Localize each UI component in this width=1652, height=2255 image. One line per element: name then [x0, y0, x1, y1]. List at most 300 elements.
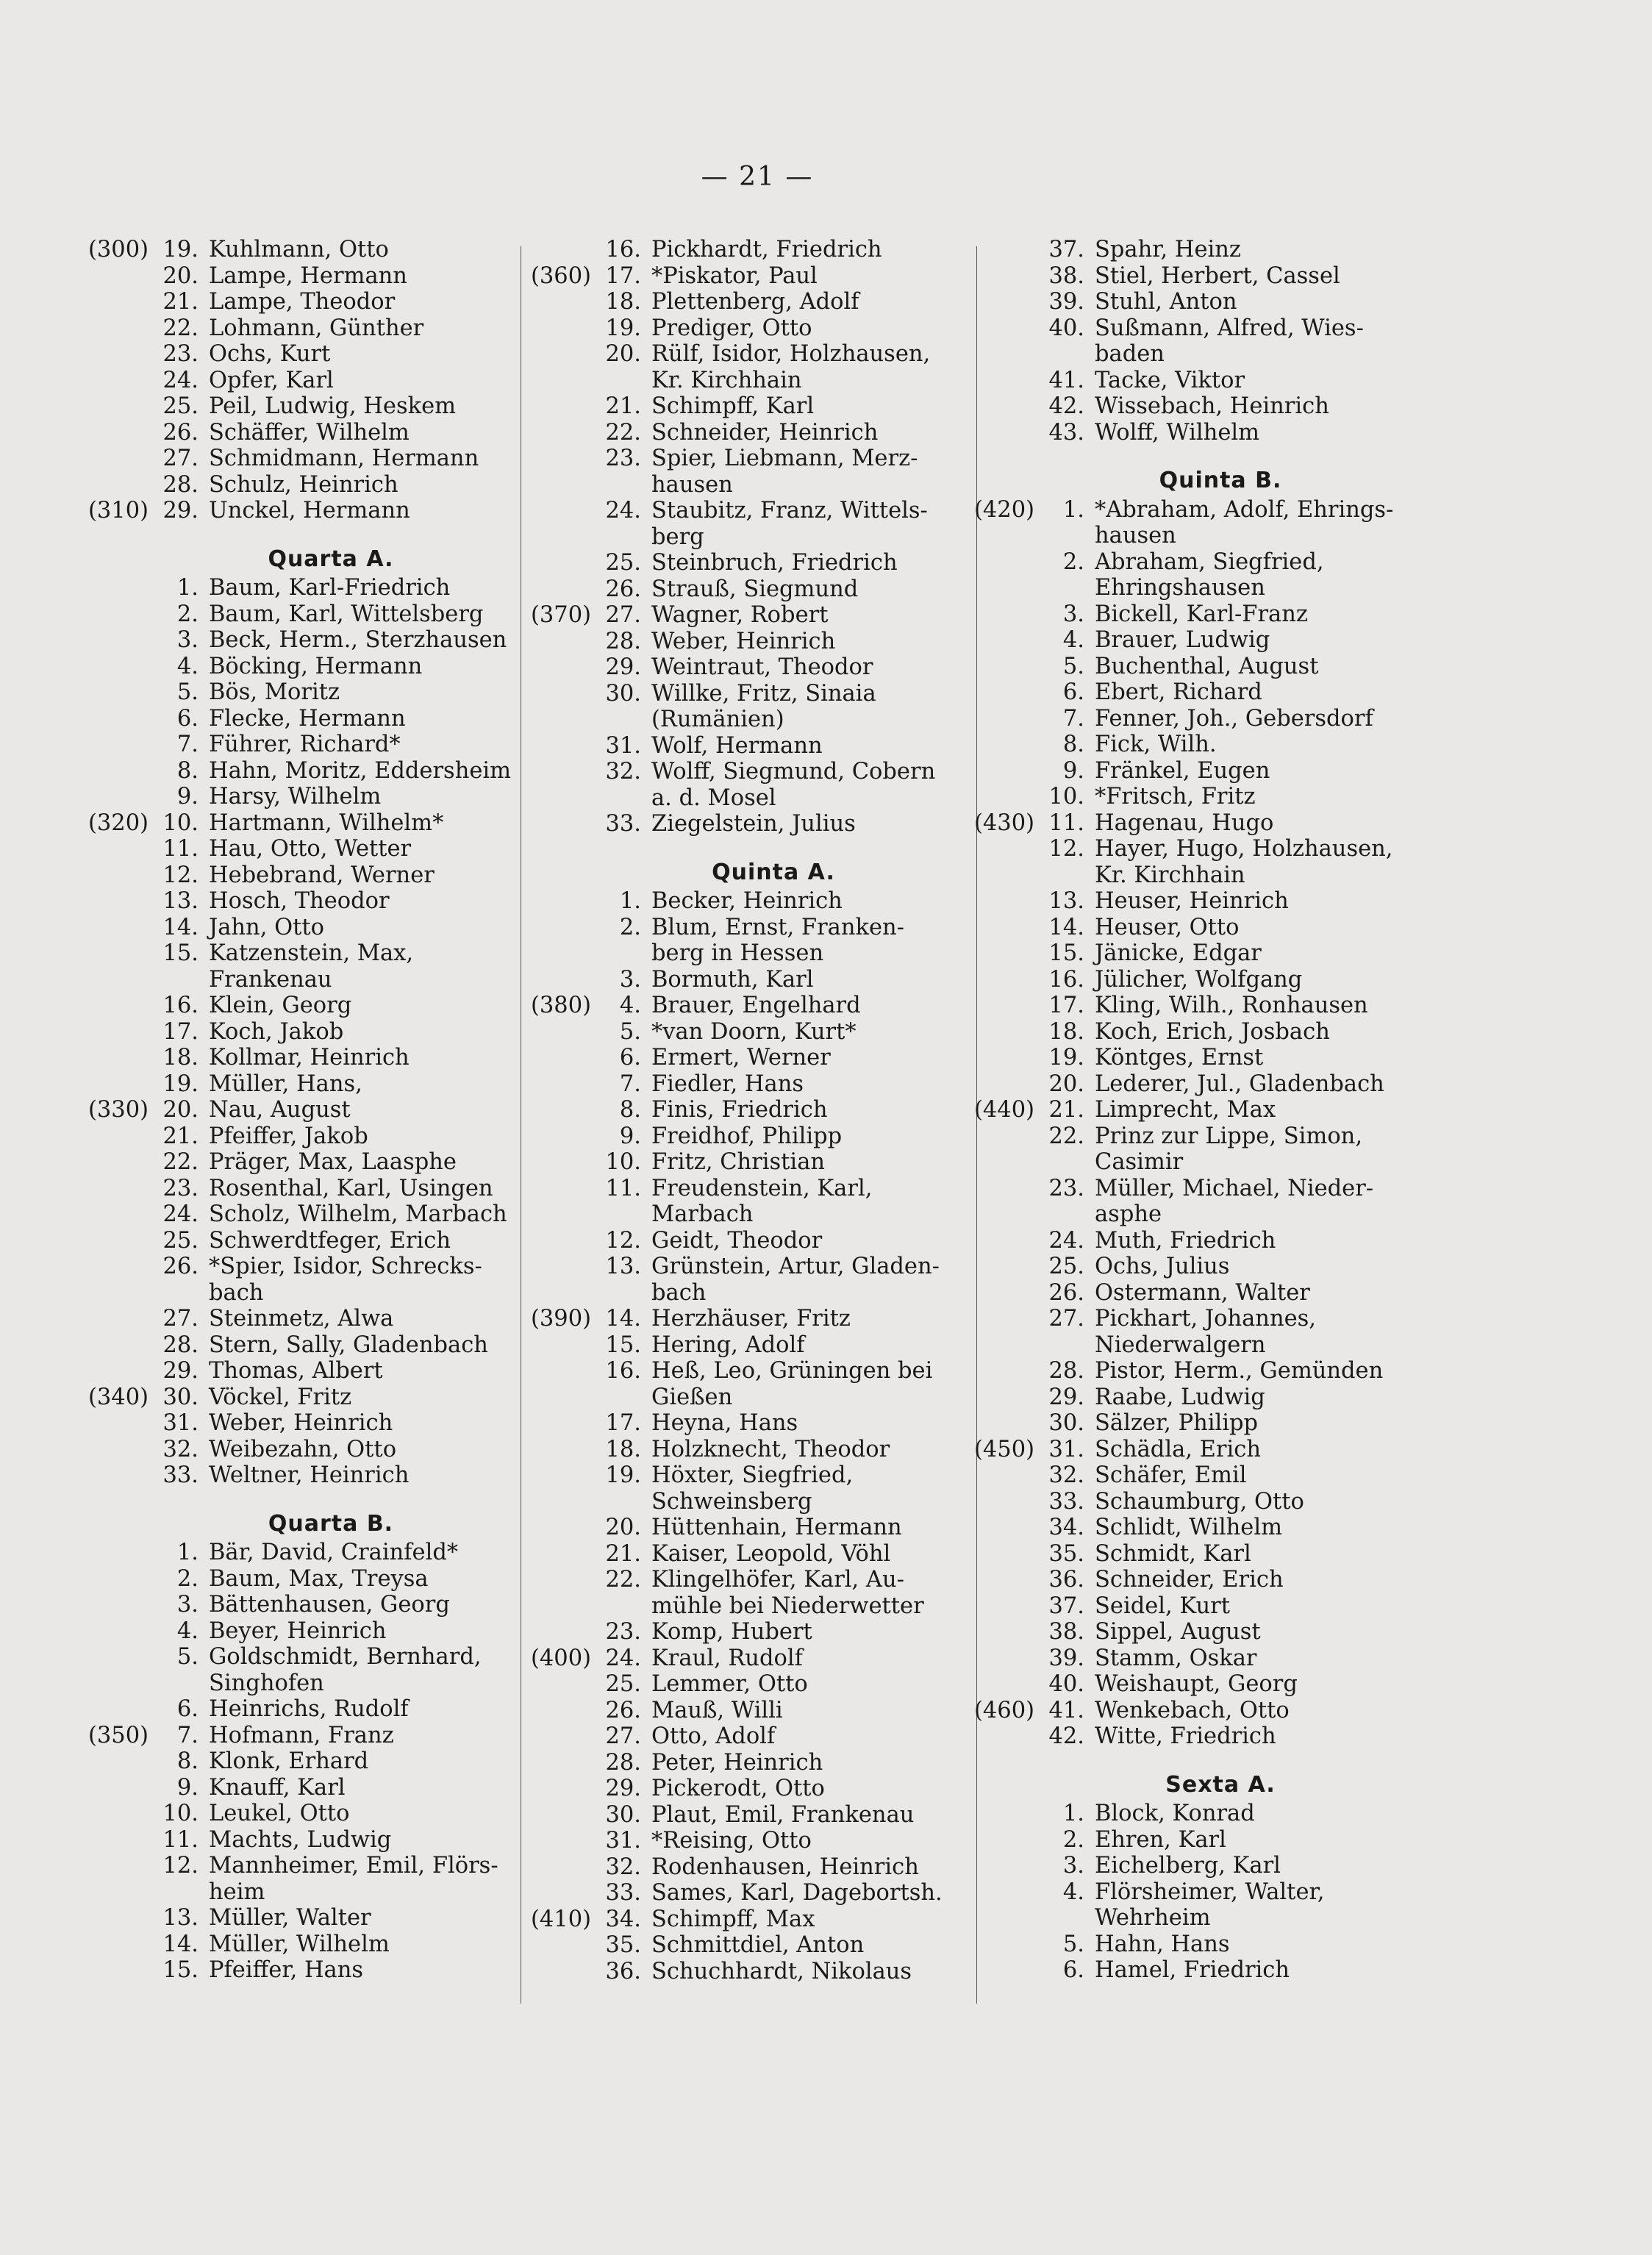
student-name: Stamm, Oskar: [1095, 1645, 1257, 1671]
entry-number: 40.: [1048, 315, 1084, 341]
student-name: Schulz, Heinrich: [209, 471, 398, 498]
student-name: Schmittdiel, Anton: [651, 1932, 865, 1958]
entry-number: 40.: [1048, 1671, 1084, 1697]
student-name: Sippel, August: [1095, 1619, 1261, 1645]
student-entry: [88, 1149, 522, 1176]
student-name: Prediger, Otto: [651, 315, 812, 341]
student-entry: [974, 1071, 1415, 1098]
entry-number: 6.: [176, 1696, 199, 1722]
entry-number: 33.: [162, 1462, 199, 1488]
entry-number: 20.: [162, 262, 199, 289]
running-count: (410): [531, 1906, 592, 1932]
student-name: Weintraut, Theodor: [651, 654, 873, 680]
student-name: Klonk, Erhard: [209, 1748, 369, 1774]
entry-number: 1.: [176, 575, 199, 601]
student-name: Sußmann, Alfred, Wies- baden: [1095, 315, 1364, 367]
entry-number: 14.: [605, 1306, 641, 1332]
student-entry: [531, 576, 965, 603]
entry-number: 21.: [605, 393, 641, 419]
student-name: Freudenstein, Karl, Marbach: [651, 1175, 873, 1227]
student-name: Schäffer, Wilhelm: [209, 419, 410, 446]
running-count: (440): [974, 1097, 1035, 1123]
student-name: Tacke, Viktor: [1095, 367, 1245, 393]
entry-number: 23.: [605, 1619, 641, 1645]
entry-number: 26.: [162, 419, 199, 446]
student-name: Lampe, Hermann: [209, 262, 407, 289]
entry-number: 26.: [605, 576, 641, 602]
student-entry: [88, 420, 522, 446]
entry-number: 26.: [162, 1254, 199, 1279]
student-entry: [974, 1827, 1415, 1854]
student-entry: [531, 1880, 965, 1906]
student-entry: [974, 1801, 1415, 1827]
student-name: Hagenau, Hugo: [1095, 810, 1274, 836]
entry-number: 7.: [176, 1722, 199, 1748]
student-name: Koch, Erich, Josbach: [1095, 1018, 1330, 1045]
entry-number: 22.: [1048, 1123, 1084, 1149]
entry-number: 8.: [176, 1748, 199, 1774]
entry-number: 35.: [605, 1932, 641, 1958]
student-entry: [531, 1698, 965, 1724]
entry-number: 18.: [1048, 1018, 1084, 1045]
student-entry: [531, 733, 965, 760]
student-name: *Spier, Isidor, Schrecks- bach: [209, 1254, 482, 1306]
student-name: *Piskator, Paul: [651, 262, 818, 289]
student-name: Weishaupt, Georg: [1095, 1671, 1298, 1697]
student-entry: [974, 1358, 1415, 1384]
student-name: Ziegelstein, Julius: [651, 811, 856, 837]
entry-number: 34.: [1048, 1515, 1084, 1540]
student-entry: [88, 1358, 522, 1384]
entry-number: 14.: [1048, 914, 1084, 940]
entry-number: 5.: [1062, 653, 1084, 679]
student-entry: [531, 1723, 965, 1750]
student-name: Hofmann, Franz: [209, 1722, 394, 1748]
running-count: (420): [974, 496, 1035, 523]
student-entry: [531, 1019, 965, 1046]
student-entry: [88, 888, 522, 915]
student-name: Pfeiffer, Jakob: [209, 1123, 368, 1149]
student-name: Heyna, Hans: [651, 1410, 798, 1436]
entry-number: 5.: [619, 1018, 641, 1045]
student-name: Knauff, Karl: [209, 1774, 346, 1801]
student-entry: [88, 1228, 522, 1254]
student-name: Harsy, Wilhelm: [209, 784, 382, 810]
entry-number: 41.: [1048, 367, 1084, 393]
entry-number: 13.: [605, 1254, 641, 1279]
running-count: (310): [88, 498, 149, 523]
entry-number: 3.: [176, 627, 199, 653]
student-entry: [88, 1723, 522, 1749]
class-heading: Quinta A.: [712, 859, 835, 885]
student-name: Leukel, Otto: [209, 1801, 350, 1826]
student-name: Heinrichs, Rudolf: [209, 1696, 409, 1722]
student-entry: [974, 758, 1415, 785]
running-count: (380): [531, 993, 592, 1018]
entry-number: 2.: [176, 601, 199, 627]
entry-number: 19.: [605, 1462, 641, 1488]
student-name: Finis, Friedrich: [651, 1097, 828, 1123]
student-entry: [531, 915, 965, 967]
student-name: Wolff, Siegmund, Cobern a. d. Mosel: [651, 759, 936, 811]
student-entry: [531, 629, 965, 655]
entry-number: 39.: [1048, 1645, 1084, 1671]
entry-number: 25.: [162, 1227, 199, 1254]
student-entry: [88, 1201, 522, 1228]
student-entry: [974, 1462, 1415, 1489]
student-entry: [531, 1097, 965, 1123]
student-entry: [974, 784, 1415, 810]
entry-number: 25.: [1048, 1254, 1084, 1279]
entry-number: 42.: [1048, 1723, 1084, 1749]
student-entry: [88, 1644, 522, 1696]
student-name: Block, Konrad: [1095, 1801, 1255, 1826]
student-name: Schmidmann, Hermann: [209, 446, 479, 471]
entry-number: 14.: [162, 1931, 199, 1957]
entry-number: 1.: [176, 1540, 199, 1565]
student-name: Buchenthal, August: [1095, 653, 1319, 679]
student-entry: [88, 940, 522, 993]
student-name: Steinmetz, Alwa: [209, 1306, 394, 1332]
entry-number: 23.: [162, 1175, 199, 1201]
entry-number: 20.: [605, 1515, 641, 1540]
entry-number: 35.: [1048, 1540, 1084, 1567]
student-name: Stuhl, Anton: [1095, 289, 1237, 315]
entry-number: 16.: [1048, 966, 1084, 993]
student-entry: [531, 1332, 965, 1359]
student-entry: [974, 1123, 1415, 1176]
entry-number: 3.: [1062, 601, 1084, 627]
student-entry: [88, 1254, 522, 1306]
entry-number: 4.: [1062, 627, 1084, 653]
entry-number: 2.: [176, 1565, 199, 1592]
student-name: Scholz, Wilhelm, Marbach: [209, 1201, 507, 1227]
student-entry: [88, 627, 522, 654]
student-name: Bär, David, Crainfeld*: [209, 1540, 459, 1565]
student-entry: [974, 1541, 1415, 1568]
student-name: Raabe, Ludwig: [1095, 1384, 1265, 1410]
entry-number: 24.: [162, 367, 199, 393]
entry-number: 27.: [1048, 1306, 1084, 1332]
student-entry: [974, 732, 1415, 758]
entry-number: 12.: [162, 862, 199, 888]
entry-number: 2.: [1062, 1826, 1084, 1853]
entry-number: 9.: [1062, 757, 1084, 784]
entry-number: 3.: [619, 966, 641, 993]
student-entry: [531, 1149, 965, 1176]
entry-number: 29.: [605, 654, 641, 680]
student-name: Klein, Georg: [209, 993, 352, 1018]
student-name: Abraham, Siegfried, Ehringshausen: [1095, 548, 1324, 601]
student-name: Freidhof, Philipp: [651, 1123, 843, 1149]
student-entry: [88, 1437, 522, 1463]
entry-number: 27.: [162, 1306, 199, 1332]
student-name: Lemmer, Otto: [651, 1671, 808, 1697]
student-name: Fiedler, Hans: [651, 1071, 804, 1097]
student-name: Hau, Otto, Wetter: [209, 836, 412, 862]
student-name: Blum, Ernst, Franken- berg in Hessen: [651, 914, 904, 966]
student-entry: [974, 1228, 1415, 1254]
student-entry: [88, 1123, 522, 1150]
entry-number: 32.: [605, 1854, 641, 1880]
class-heading: Quarta A.: [268, 546, 394, 572]
student-name: Rodenhausen, Heinrich: [651, 1854, 919, 1880]
student-entry: [88, 1618, 522, 1645]
class-heading: Quinta B.: [1159, 468, 1282, 493]
student-entry: [88, 1566, 522, 1593]
student-entry: [974, 549, 1415, 601]
student-entry: [531, 1541, 965, 1568]
student-entry: [531, 420, 965, 446]
entry-number: 31.: [162, 1410, 199, 1436]
entry-number: 29.: [1048, 1384, 1084, 1410]
student-entry: [88, 1045, 522, 1071]
entry-number: 20.: [162, 1097, 199, 1123]
entry-number: 32.: [605, 759, 641, 785]
student-name: Eichelberg, Karl: [1095, 1853, 1281, 1879]
student-entry: [974, 1593, 1415, 1620]
student-entry: [88, 601, 522, 628]
student-name: Weltner, Heinrich: [209, 1462, 410, 1488]
student-name: Stiel, Herbert, Cassel: [1095, 262, 1340, 289]
entry-number: 15.: [1048, 940, 1084, 966]
running-count: (320): [88, 810, 149, 836]
entry-number: 36.: [605, 1958, 641, 1984]
student-name: Rosenthal, Karl, Usingen: [209, 1175, 493, 1201]
entry-number: 39.: [1048, 289, 1084, 315]
student-name: Hering, Adolf: [651, 1332, 805, 1358]
entry-number: 23.: [162, 341, 199, 367]
student-name: Pickhardt, Friedrich: [651, 237, 882, 262]
entry-number: 1.: [1062, 496, 1084, 523]
entry-number: 38.: [1048, 262, 1084, 289]
column-1: [88, 237, 522, 1984]
student-entry: [974, 1384, 1415, 1411]
entry-number: 25.: [162, 393, 199, 419]
student-name: Thomas, Albert: [209, 1358, 383, 1384]
student-name: Heß, Leo, Grüningen bei Gießen: [651, 1358, 933, 1410]
entry-number: 27.: [605, 602, 641, 628]
student-entry: [531, 811, 965, 837]
student-name: Ermert, Werner: [651, 1045, 831, 1071]
entry-number: 6.: [176, 705, 199, 732]
entry-number: 7.: [1062, 705, 1084, 732]
student-entry: [974, 888, 1415, 915]
student-entry: [531, 1932, 965, 1959]
student-name: Weber, Heinrich: [209, 1410, 393, 1436]
student-name: Schimpff, Karl: [651, 393, 815, 419]
student-name: Führer, Richard*: [209, 732, 401, 757]
student-entry: [88, 1696, 522, 1723]
student-name: Rülf, Isidor, Holzhausen, Kr. Kirchhain: [651, 341, 931, 393]
student-name: Becker, Heinrich: [651, 888, 843, 914]
student-entry: [88, 1410, 522, 1437]
entry-number: 30.: [1048, 1410, 1084, 1436]
student-entry: [88, 341, 522, 368]
student-name: Unckel, Hermann: [209, 498, 410, 523]
student-name: Herzhäuser, Fritz: [651, 1306, 851, 1332]
page-number: — 21 —: [701, 162, 814, 192]
student-name: Nau, August: [209, 1097, 351, 1123]
entry-number: 5.: [176, 679, 199, 705]
entry-number: 19.: [1048, 1045, 1084, 1071]
student-name: Plettenberg, Adolf: [651, 289, 859, 315]
student-name: Ebert, Richard: [1095, 679, 1262, 705]
student-entry: [531, 888, 965, 915]
student-name: Kling, Wilh., Ronhausen: [1095, 993, 1368, 1018]
student-name: Lederer, Jul., Gladenbach: [1095, 1071, 1384, 1097]
entry-number: 12.: [162, 1853, 199, 1879]
entry-number: 7.: [619, 1071, 641, 1097]
student-entry: [974, 1045, 1415, 1071]
student-entry: [531, 1176, 965, 1228]
student-entry: [974, 1515, 1415, 1541]
student-entry: [531, 315, 965, 342]
student-name: Müller, Wilhelm: [209, 1931, 390, 1957]
student-entry: [88, 1384, 522, 1411]
entry-number: 28.: [605, 1749, 641, 1776]
student-name: Hosch, Theodor: [209, 888, 390, 914]
student-entry: [531, 602, 965, 629]
student-name: Limprecht, Max: [1095, 1097, 1276, 1123]
entry-number: 19.: [605, 315, 641, 341]
entry-number: 23.: [605, 446, 641, 471]
running-count: (400): [531, 1645, 592, 1671]
student-name: Präger, Max, Laasphe: [209, 1149, 457, 1175]
entry-number: 22.: [605, 1567, 641, 1593]
entry-number: 8.: [619, 1097, 641, 1123]
entry-number: 22.: [605, 419, 641, 446]
student-name: Jülicher, Wolfgang: [1095, 966, 1303, 993]
student-name: Weibezahn, Otto: [209, 1436, 397, 1462]
student-entry: [531, 498, 965, 550]
entry-number: 28.: [162, 1332, 199, 1358]
entry-number: 14.: [162, 914, 199, 940]
student-name: Ostermann, Walter: [1095, 1279, 1310, 1306]
student-entry: [531, 1123, 965, 1150]
entry-number: 38.: [1048, 1619, 1084, 1645]
student-entry: [974, 263, 1415, 290]
student-entry: [88, 368, 522, 394]
entry-number: 6.: [1062, 1957, 1084, 1983]
entry-number: 10.: [605, 1149, 641, 1175]
student-entry: [974, 393, 1415, 420]
student-entry: [88, 1306, 522, 1332]
entry-number: 4.: [619, 993, 641, 1018]
student-entry: [974, 497, 1415, 549]
student-name: Sames, Karl, Dagebortsh.: [651, 1880, 943, 1906]
student-entry: [88, 1931, 522, 1958]
student-name: Fränkel, Eugen: [1095, 757, 1270, 784]
entry-number: 4.: [176, 653, 199, 679]
student-entry: [88, 993, 522, 1019]
student-entry: [88, 732, 522, 758]
entry-number: 41.: [1048, 1697, 1084, 1723]
entry-number: 29.: [162, 1358, 199, 1384]
student-entry: [88, 315, 522, 342]
entry-number: 12.: [605, 1227, 641, 1254]
student-name: Müller, Walter: [209, 1905, 371, 1931]
student-name: Flecke, Hermann: [209, 705, 406, 732]
student-name: Hahn, Moritz, Eddersheim: [209, 757, 512, 784]
student-entry: [974, 993, 1415, 1019]
entry-number: 29.: [605, 1776, 641, 1801]
student-name: Pickhart, Johannes, Niederwalgern: [1095, 1306, 1316, 1358]
entry-number: 37.: [1048, 1593, 1084, 1619]
entry-number: 29.: [162, 498, 199, 523]
entry-number: 3.: [1062, 1853, 1084, 1879]
student-entry: [531, 1045, 965, 1071]
entry-number: 24.: [605, 498, 641, 523]
entry-number: 5.: [176, 1644, 199, 1670]
student-entry: [974, 315, 1415, 368]
entry-number: 11.: [162, 836, 199, 862]
student-entry: [88, 237, 522, 263]
student-entry: [88, 1176, 522, 1202]
entry-number: 1.: [619, 888, 641, 914]
student-entry: [974, 836, 1415, 888]
student-name: Fenner, Joh., Gebersdorf: [1095, 705, 1373, 732]
student-entry: [88, 1462, 522, 1489]
entry-number: 25.: [605, 1671, 641, 1697]
student-entry: [531, 1750, 965, 1776]
student-entry: [531, 446, 965, 498]
entry-number: 25.: [605, 550, 641, 576]
student-entry: [974, 420, 1415, 446]
student-entry: [974, 1619, 1415, 1645]
entry-number: 32.: [162, 1436, 199, 1462]
student-entry: [88, 575, 522, 601]
student-entry: [974, 1019, 1415, 1046]
student-name: Opfer, Karl: [209, 367, 334, 393]
student-entry: [974, 1931, 1415, 1958]
student-name: Pistor, Herm., Gemünden: [1095, 1358, 1384, 1384]
student-entry: [974, 1957, 1415, 1984]
student-name: Lampe, Theodor: [209, 289, 396, 315]
entry-number: 26.: [1048, 1279, 1084, 1306]
entry-number: 20.: [605, 341, 641, 367]
student-entry: [88, 706, 522, 732]
student-name: *Abraham, Adolf, Ehrings- hausen: [1095, 496, 1394, 548]
student-name: Höxter, Siegfried, Schweinsberg: [651, 1462, 854, 1515]
student-entry: [531, 1071, 965, 1098]
student-name: Wolff, Wilhelm: [1095, 419, 1260, 446]
student-name: Brauer, Engelhard: [651, 993, 861, 1018]
entry-number: 27.: [162, 446, 199, 471]
student-name: Schimpff, Max: [651, 1906, 815, 1932]
student-entry: [88, 1019, 522, 1046]
student-name: Hebebrand, Werner: [209, 862, 435, 888]
student-entry: [88, 836, 522, 862]
running-count: (370): [531, 602, 592, 628]
entry-number: 21.: [1048, 1097, 1084, 1123]
student-name: Schädla, Erich: [1095, 1436, 1261, 1462]
entry-number: 19.: [162, 1071, 199, 1097]
student-name: Steinbruch, Friedrich: [651, 550, 898, 576]
entry-number: 33.: [605, 811, 641, 837]
student-name: Schneider, Heinrich: [651, 419, 879, 446]
entry-number: 11.: [1048, 810, 1084, 836]
entry-number: 2.: [1062, 548, 1084, 575]
student-entry: [88, 679, 522, 706]
student-entry: [531, 393, 965, 420]
entry-number: 19.: [162, 237, 199, 262]
student-name: Vöckel, Fritz: [209, 1384, 352, 1410]
student-name: Schmidt, Karl: [1095, 1540, 1251, 1567]
student-entry: [974, 1489, 1415, 1515]
student-entry: [974, 368, 1415, 394]
student-name: Ehren, Karl: [1095, 1826, 1226, 1853]
